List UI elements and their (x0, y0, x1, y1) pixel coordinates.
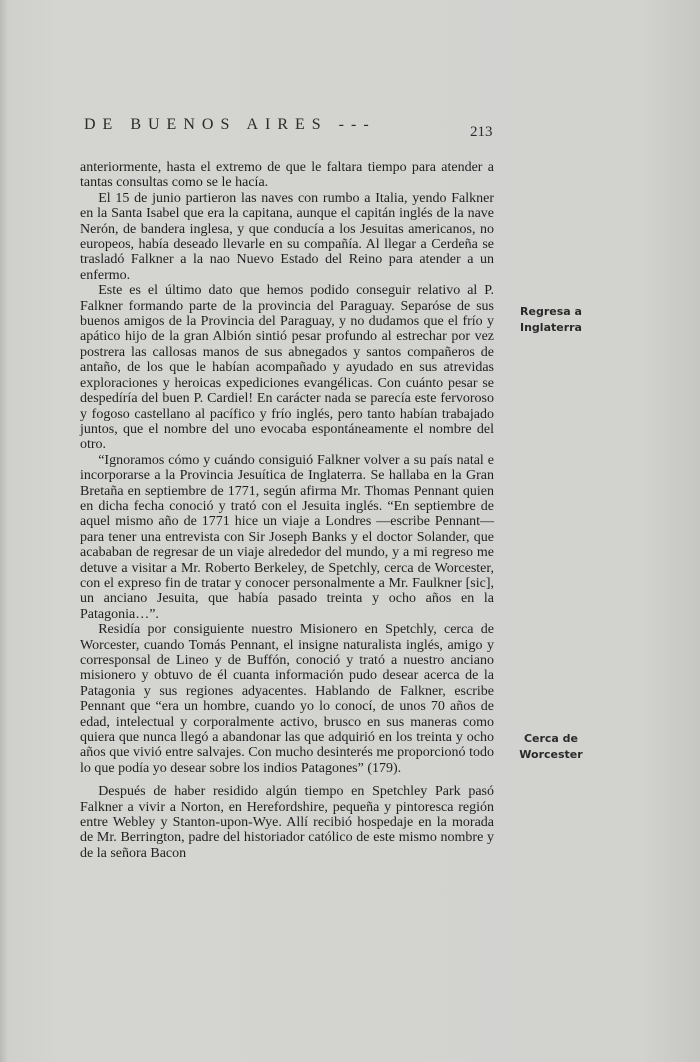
page-number: 213 (470, 124, 493, 140)
body-text (80, 160, 494, 861)
paragraph: Este es el último dato que hemos podido conseguir relativo al P. Falkner formando parte de la provincia del Paraguay. Separóse de sus buenos amigos de la Provincia del Paraguay, y no dudamos que el frío y apático hijo de la gran Albión sintió pesar profundo al estrechar por vez postrera las callosas manos de sus abnegados y santos compañeros de antaño, de los que le habían acompañado y ayudado en sus atrevidas exploraciones y heroicas expediciones evangélicas. Con cuánto pesar se despedíría del buen P. Cardiel! En carácter nada se parecía este fervoroso y fogoso castellano al pacífico y frío inglés, pero tanto habían trabajado juntos, que el nombre del uno evocaba espontáneamente el nombre del otro. (80, 283, 494, 453)
running-head: DE BUENOS AIRES --- (84, 116, 376, 133)
paragraph: anteriormente, hasta el extremo de que le faltara tiempo para atender a tantas consultas como se le hacía. (80, 160, 494, 191)
paragraph: El 15 de junio partieron las naves con rumbo a Italia, yendo Falkner en la Santa Isabel que era la capitana, aunque el capitán inglés de la nave Nerón, de bandera inglesa, y que conducía a los Jesuitas americanos, no europeos, había deseado llevarle en su compañía. Al llegar a Cerdeña se trasladó Falkner a la nao Nuevo Estado del Reino para atender a un enfermo. (80, 190, 494, 283)
paragraph: Residía por consiguiente nuestro Misionero en Spetchly, cerca de Worcester, cuando Tomás Pennant, el insigne naturalista inglés, amigo y corresponsal de Lineo y de Buffón, conoció y trató a nuestro anciano misionero y obtuvo de él cuanta información pudo desear acerca de la Patagonia y sus regiones adyacentes. Hablando de Falkner, escribe Pennant que “era un hombre, cuando yo lo conocí, de unos 70 años de edad, intelectual y corporalmente activo, brusco en sus maneras como quiera que nunca llegó a abandonar las que adquirió en los treinta y ocho años que vivió entre salvajes. Con mucho desinterés me proporcionó todo lo que podía yo desear sobre los indios Patagones” (179). (80, 622, 494, 776)
paragraph: “Ignoramos cómo y cuándo consiguió Falkner volver a su país natal e incorporarse a la Provincia Jesuítica de Inglaterra. Se hallaba en la Gran Bretaña en septiembre de 1771, según afirma Mr. Thomas Pennant quien en dicha fecha conoció y trató con el Jesuita inglés. “En septiembre de aquel mismo año de 1771 hice un viaje a Londres —escribe Pennant— para tener una entrevista con Sir Joseph Banks y el doctor Solander, que acababan de regresar de un viaje alrededor del mundo, y a mi regreso me detuve a visitar a Mr. Roberto Berkeley, de Spetchly, cerca de Worcester, con el expreso fin de tratar y conocer personalmente a Mr. Faulkner [sic], un anciano Jesuita, que había pasado treinta y ocho años en la Patagonia…”. (80, 452, 494, 622)
paragraph: Después de haber residido algún tiempo en Spetchley Park pasó Falkner a vivir a Norton, en Herefordshire, pequeña y pintoresca región entre Webley y Stanton-upon-Wye. Allí recibió hospedaje en la morada de Mr. Berrington, padre del historiador católico de este mismo nombre y de la señora Bacon (80, 784, 494, 861)
margin-note-worcester: Cerca de Worcester (519, 732, 583, 761)
margin-note-regresa: Regresa a Inglaterra (520, 305, 582, 334)
